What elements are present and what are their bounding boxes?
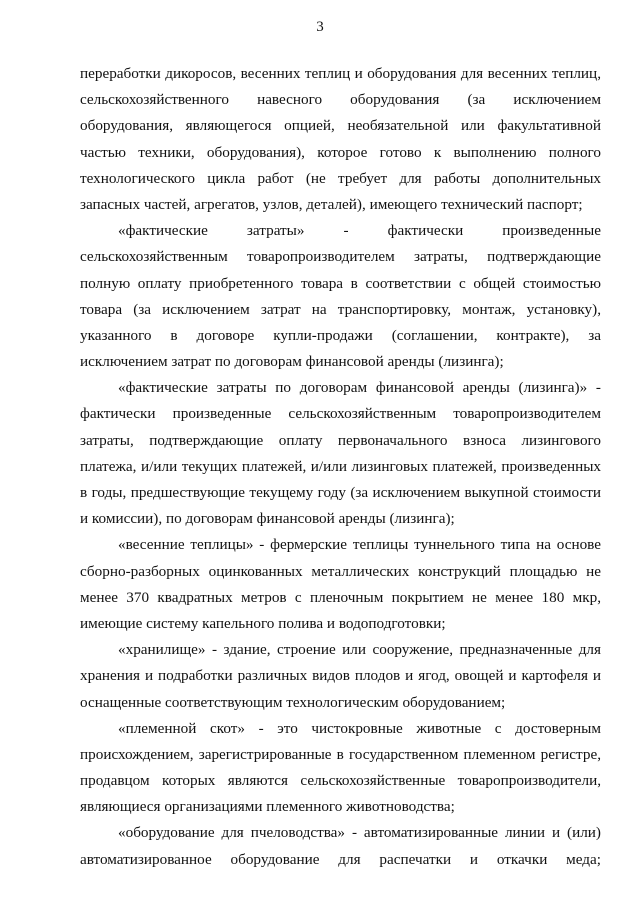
text-line: фактически произведенные сельскохозяйственным товаропроизводителем (80, 405, 601, 423)
text-line: «фактические затраты» - фактически произведенные (118, 222, 601, 240)
paragraph-breeding-livestock (80, 716, 601, 821)
text-line: «весенние теплицы» - фермерские теплицы туннельного типа на основе (118, 536, 601, 554)
text-line: «фактические затраты по договорам финансовой аренды (лизинга)» - (118, 379, 601, 397)
text-line: являющиеся организациями племенного животноводства; (80, 798, 455, 816)
page-number: 3 (316, 19, 324, 35)
text-line: технологического цикла работ (не требует для работы дополнительных (80, 169, 601, 187)
text-line: «племенной скот» - это чистокровные животные с достоверным (118, 719, 601, 737)
text-line: имеющие систему капельного полива и водоподготовки; (80, 614, 446, 632)
text-line: в годы, предшествующие текущему году (за исключением выкупной стоимости (80, 484, 601, 501)
text-line: оснащенные соответствующим технологическим оборудованием; (80, 693, 506, 711)
text-line: товара (за исключением затрат на транспортировку, монтаж, установку), (80, 300, 601, 318)
text-line: менее 370 квадратных метров с пленочным покрытием не менее 180 мкр, (80, 588, 601, 606)
text-line: и комиссии), по договорам финансовой аренды (лизинга); (80, 510, 455, 528)
text-line: запасных частей, агрегатов, узлов, деталей), имеющего технический паспорт; (80, 195, 583, 213)
text-line: сборно-разборных оцинкованных металлических конструкций площадью не (80, 562, 601, 580)
text-line: происхождением, зарегистрированные в государственном племенном регистре, (80, 745, 601, 763)
paragraph-beekeeping-equipment (80, 820, 601, 872)
text-line: исключением затрат по договорам финансовой аренды (лизинга); (80, 353, 504, 371)
text-line: «хранилище» - здание, строение или сооружение, предназначенные для (118, 641, 601, 659)
paragraph-leasing-costs (80, 375, 601, 532)
paragraph-storage (80, 637, 601, 716)
paragraph-spring-greenhouses (80, 532, 601, 637)
text-line: затраты, подтверждающие оплату первоначального взноса лизингового (80, 431, 601, 449)
text-line: полную оплату приобретенного товара в соответствии с общей стоимостью (80, 274, 601, 292)
text-line: частью техники, оборудования), которое готово к выполнению полного (80, 143, 601, 161)
text-line: указанного в договоре купли-продажи (соглашении, контракте), за (80, 326, 601, 344)
text-line: сельскохозяйственным товаропроизводителем затраты, подтверждающие (80, 248, 601, 266)
text-line: «оборудование для пчеловодства» - автоматизированные линии и (или) (118, 824, 601, 842)
text-line: переработки дикоросов, весенних теплиц и оборудования для весенних теплиц, (80, 65, 601, 82)
document-body (80, 61, 601, 873)
text-line: платежа, и/или текущих платежей, и/или лизинговых платежей, произведенных (80, 457, 601, 475)
text-line: сельскохозяйственного навесного оборудования (за исключением (80, 91, 601, 109)
text-line: продавцом которых являются сельскохозяйственные товаропроизводители, (80, 772, 601, 790)
paragraph-actual-costs (80, 218, 601, 375)
text-line: оборудования, являющегося опцией, необязательной или факультативной (80, 117, 601, 135)
text-line: хранения и подработки различных видов плодов и ягод, овощей и картофеля и (80, 667, 601, 685)
text-line: автоматизированное оборудование для распечатки и откачки меда; (80, 850, 601, 868)
paragraph-definition-continuation (80, 61, 601, 218)
